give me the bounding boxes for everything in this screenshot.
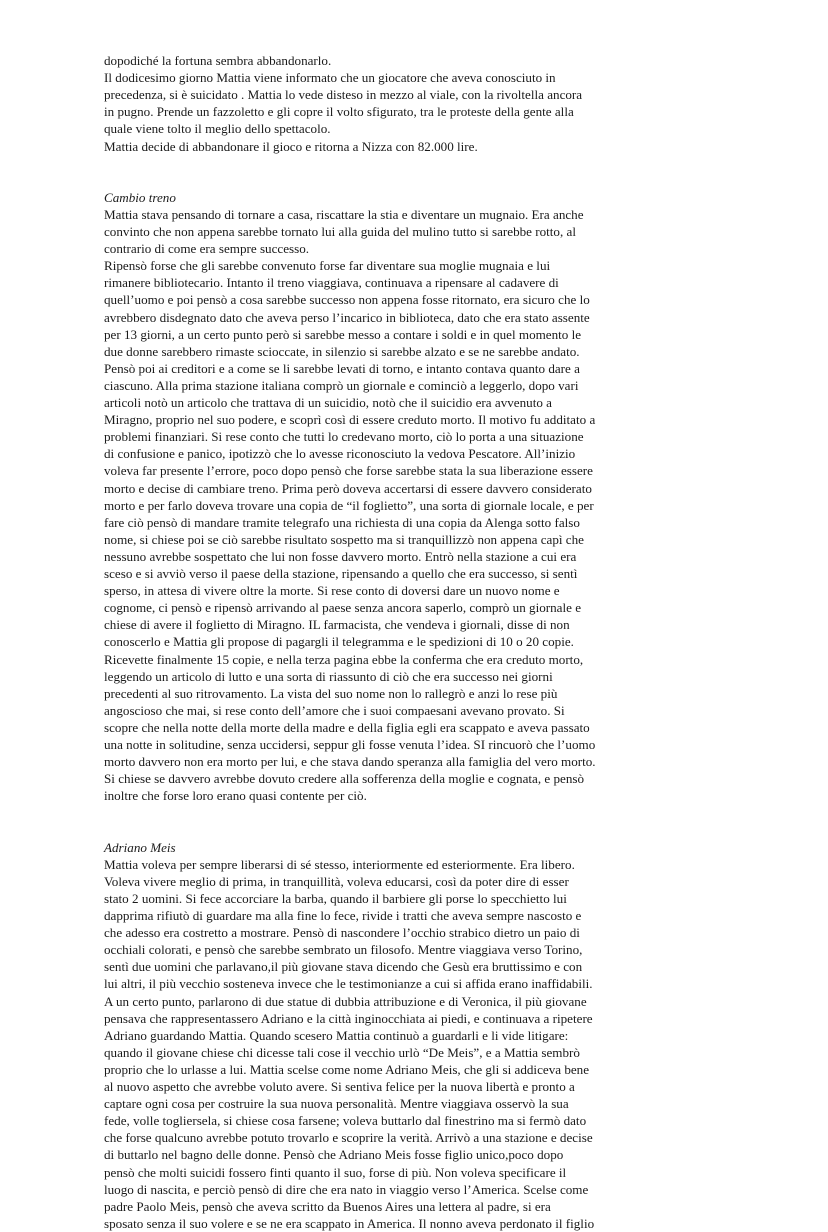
text-line: precedenti al suo ritrovamento. La vista del suo nome non lo rallegrò e anzi lo rese più <box>104 685 558 701</box>
text-line: sentì due uomini che parlavano,il più giovane stava dicendo che Gesù era bruttissimo e con <box>104 959 583 975</box>
text-line: di buttarlo nel bagno delle donne. Pensò che Adriano Meis fosse figlio unico,poco dopo <box>104 1147 564 1163</box>
text-line: problemi finanziari. Si rese conto che tutti lo credevano morto, ciò lo porta a una situazione <box>104 429 584 445</box>
text-line: pensò che molti suicidi fossero finti quanto il suo, forse di più. Non voleva specificare il <box>104 1164 567 1180</box>
text-line: sperso, in attesa di vivere oltre la morte. Si rese conto di doversi dare un nuovo nome e <box>104 583 560 599</box>
text-line: quale viene tolto il meglio dello spettacolo. <box>104 121 331 137</box>
text-line: Mattia decide di abbandonare il gioco e ritorna a Nizza con 82.000 lire. <box>104 138 478 154</box>
text-line: contrario di come era sempre successo. <box>104 241 310 257</box>
text-line: voleva far presente l’errore, poco dopo pensò che forse sarebbe stata la sua liberazione essere <box>104 463 593 479</box>
text-line: ciascuno. Alla prima stazione italiana comprò un giornale e cominciò a leggerlo, dopo vari <box>104 377 579 393</box>
text-line: stato 2 uomini. Si fece accorciare la barba, quando il barbiere gli porse lo specchietto lui <box>104 890 567 906</box>
text-line: che adesso era costretto a mostrare. Pensò di nascondere l’occhio strabico dietro un paio di <box>104 925 580 941</box>
text-line: lui altri, il più vecchio sosteneva invece che le testimonianze a cui si affida erano inaffidabili. <box>104 976 593 992</box>
text-line: occhiali colorati, e pensò che sarebbe sembrato un filosofo. Mentre viaggiava verso Torino, <box>104 942 583 958</box>
text-line: nessuno avrebbe sospettato che lui non fosse davvero morto. Entrò nella stazione a cui era <box>104 548 577 564</box>
text-line: Ripensò forse che gli sarebbe convenuto forse far diventare sua moglie mugnaia e lui <box>104 258 551 274</box>
text-line: captare ogni cosa per costruire la sua nuova personalità. Mentre viaggiava osservò la sua <box>104 1096 569 1112</box>
text-line: al nuovo aspetto che avrebbe voluto avere. Si sentiva felice per la nuova libertà e pronto a <box>104 1079 575 1094</box>
text-line: Miragno, proprio nel suo podere, e scoprì così di essere creduto morto. Il motivo fu additato a <box>104 412 596 428</box>
text-line: morto davvero non era morto per lui, e che stava dando speranza alla famiglia del vero morto. <box>104 754 596 770</box>
text-line: chiese di avere il foglietto di Miragno. IL farmacista, che vendeva i giornali, disse di non <box>104 617 570 633</box>
text-line: luogo di nascita, e perciò pensò di dire che era nato in viaggio verso l’America. Scelse come <box>104 1181 589 1197</box>
text-line: precedenza, si è suicidato . Mattia lo vede disteso in mezzo al viale, con la rivoltella ancora <box>104 87 583 103</box>
text-line: inoltre che forse loro erano quasi contente per ciò. <box>104 788 367 804</box>
text-line: convinto che non appena sarebbe tornato lui alla guida del mulino tutto si sarebbe rotto, al <box>104 224 576 239</box>
text-line: Il dodicesimo giorno Mattia viene informato che un giocatore che aveva conosciuto in <box>104 70 556 86</box>
section-heading: Cambio treno <box>104 189 176 205</box>
text-line: conoscerlo e Mattia gli propose di pagargli il telegramma e le spedizioni di 10 o 20 copie. <box>104 634 574 650</box>
text-line: fare ciò pensò di mandare tramite telegrafo una richiesta di una copia da Alenga sotto falso <box>104 514 580 530</box>
text-line: rimanere bibliotecario. Intanto il treno viaggiava, continuava a ripensare al cadavere di <box>104 275 559 291</box>
text-line: Mattia voleva per sempre liberarsi di sé stesso, interiormente ed esteriormente. Era libero. <box>104 856 575 872</box>
text-line: Adriano guardando Mattia. Quando scesero Mattia continuò a guardarli e li vide litigare: <box>104 1027 569 1043</box>
text-line: che forse qualcuno avrebbe potuto trovarlo e scoprire la verità. Arrivò a una stazione e decise <box>104 1130 593 1146</box>
text-line: una notte in solitudine, senza uccidersi, seppur gli fosse venuta l’idea. SI rincuorò che l’uomo <box>104 737 596 752</box>
text-line: proprio che lo urlasse a lui. Mattia scelse come nome Adriano Meis, che gli si addiceva bene <box>104 1061 590 1077</box>
text-line: sposato senza il suo volere e se ne era scappato in America. Il nonno aveva perdonato il figlio <box>104 1215 595 1231</box>
text-line: fede, volle togliersela, si chiese cosa farsene; voleva buttarlo dal finestrino ma si fermò dato <box>104 1113 587 1129</box>
text-line: di confusione e panico, ipotizzò che lo avesse riconosciuto la vedova Pescatore. All’inizio <box>104 446 576 462</box>
text-line: cognome, ci pensò e ripensò arrivando al paese senza ancora saperlo, comprò un giornale e <box>104 600 582 616</box>
text-line: in pugno. Prende un fazzoletto e gli copre il volto sfigurato, tra le proteste della gente alla <box>104 104 574 120</box>
text-line: sceso e si avviò verso il paese della stazione, ripensando a quello che era successo, si sentì <box>104 566 578 581</box>
text-line: pensava che rappresentassero Adriano e la città inginocchiata ai piedi, e continuava a ripetere <box>104 1010 593 1026</box>
text-line: leggendo un articolo di lutto e una sorta di riassunto di ciò che era successo nei giorni <box>104 668 553 684</box>
text-line: padre Paolo Meis, pensò che aveva scritto da Buenos Aires una lettera al padre, si era <box>104 1198 551 1214</box>
text-line: dapprima rifiutò di guardare ma alla fine lo fece, rivide i tratti che aveva sempre nascosto e <box>104 908 582 923</box>
text-line: morto e per farlo doveva trovare una copia de “il foglietto”, una sorta di giornale locale, e per <box>104 497 594 513</box>
text-line: Voleva vivere meglio di prima, in tranquillità, voleva educarsi, così da poter dire di esser <box>104 873 569 889</box>
text-line: quando il giovane chiese chi dicesse tali cose il vecchio urlò “De Meis”, e a Mattia sembrò <box>104 1044 580 1060</box>
section-heading: Adriano Meis <box>104 839 176 855</box>
text-line: due donne sarebbero rimaste scioccate, in silenzio si sarebbe alzato e se ne sarebbe andato. <box>104 343 580 359</box>
text-line: Si chiese se davvero avrebbe dovuto credere alla sofferenza della moglie e cognata, e pensò <box>104 771 585 787</box>
text-line: per 13 giorni, a un certo punto però si sarebbe messo a contare i soldi e in quel momento le <box>104 326 582 342</box>
text-line: quell’uomo e poi pensò a cosa sarebbe successo non appena fosse ritornato, era sicuro che lo <box>104 292 590 308</box>
text-line: scopre che nella notte della morte della madre e della figlia egli era scappato e aveva passato <box>104 719 590 735</box>
text-line: Mattia stava pensando di tornare a casa, riscattare la stia e diventare un mugnaio. Era anche <box>104 206 584 222</box>
text-line: avrebbero disdegnato dato che aveva perso l’incarico in biblioteca, dato che era stato assente <box>104 309 590 325</box>
text-line: A un certo punto, parlarono di due statue di dubbia attribuzione e di Veronica, il più giovane <box>104 993 587 1009</box>
text-line: nome, si chiese poi se ciò sarebbe risultato sospetto ma si tranquillizzò non appena capì che <box>104 531 584 547</box>
text-line: angoscioso che mai, si rese conto dell’amore che i suoi compaesani avevano provato. Si <box>104 702 565 718</box>
text-line: Pensò poi ai creditori e a come se li sarebbe levati di torno, e intanto contava quanto dare a <box>104 360 580 376</box>
text-line: Ricevette finalmente 15 copie, e nella terza pagina ebbe la conferma che era creduto morto, <box>104 651 584 667</box>
text-line: morto e decise di cambiare treno. Prima però doveva accertarsi di essere davvero considerato <box>104 480 592 496</box>
text-line: dopodiché la fortuna sembra abbandonarlo. <box>104 53 332 68</box>
text-line: articoli notò un articolo che trattava di un suicidio, notò che il suicidio era avvenuto a <box>104 395 552 410</box>
